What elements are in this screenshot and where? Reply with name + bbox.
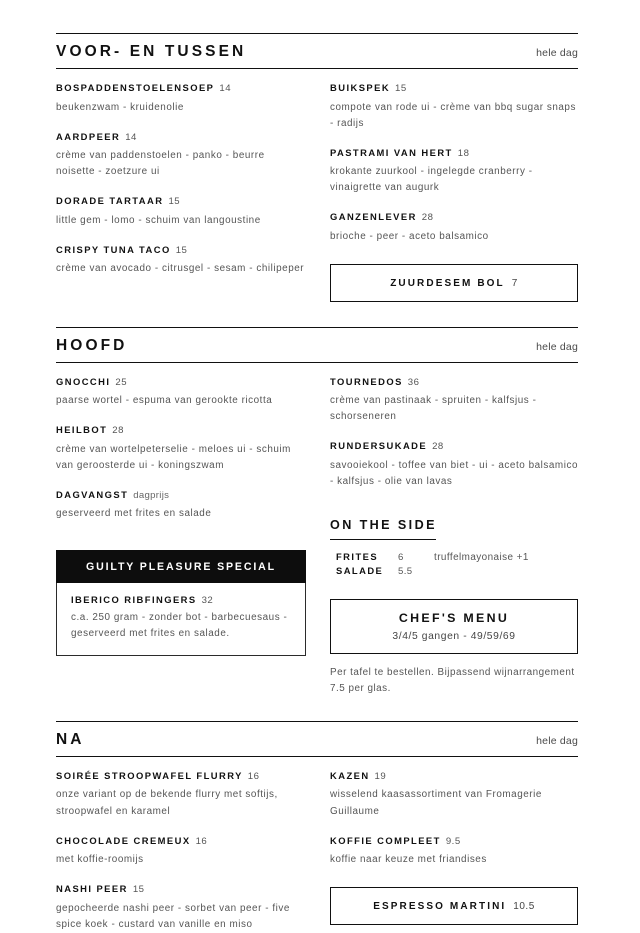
section-columns xyxy=(56,69,578,302)
side-item-extra: truffelmayonaise +1 xyxy=(434,551,529,563)
menu-item-price: 25 xyxy=(115,376,128,388)
menu-item-price: 15 xyxy=(168,196,181,208)
menu-item-price: 36 xyxy=(407,376,420,388)
section-spacer xyxy=(56,302,584,327)
menu-item-name: DAGVANGST xyxy=(56,488,129,500)
section-spacer xyxy=(56,697,584,721)
menu-item-price: 15 xyxy=(132,884,145,896)
side-item-price: 6 xyxy=(398,551,404,563)
side-item xyxy=(330,551,578,563)
menu-item-name-row xyxy=(56,131,306,144)
menu-item xyxy=(330,376,578,426)
menu-item-description: little gem - lomo - schuim van langoustine xyxy=(56,214,261,226)
guilty-pleasure-special xyxy=(56,550,306,656)
menu-item xyxy=(56,195,306,229)
menu-item-price: 28 xyxy=(421,212,434,224)
menu-item-name-row xyxy=(56,835,306,848)
espresso-martini-box[interactable] xyxy=(330,887,578,925)
espresso-martini-price: 10.5 xyxy=(513,901,535,913)
menu-item-name: AARDPEER xyxy=(56,130,121,142)
guilty-pleasure-header: GUILTY PLEASURE SPECIAL xyxy=(56,550,306,583)
side-item-name: FRITES xyxy=(336,550,379,562)
section-availability-note: hele dag xyxy=(536,47,578,59)
menu-item-description: wisselend kaasassortiment van Fromagerie Guillaume xyxy=(330,789,542,817)
column-left xyxy=(56,82,306,302)
zuurdesem-bol-box[interactable] xyxy=(330,264,578,302)
zuurdesem-bol-label: ZUURDESEM BOL xyxy=(390,277,505,289)
guilty-pleasure-item-name: IBERICO RIBFINGERS xyxy=(71,594,197,606)
section-hoofd xyxy=(56,327,578,697)
menu-item xyxy=(56,82,306,116)
column-left xyxy=(56,376,306,697)
menu-item-name-row xyxy=(330,440,578,453)
section-title: NA xyxy=(56,730,85,748)
menu-item-name: CRISPY TUNA TACO xyxy=(56,243,171,255)
menu-item-name-row xyxy=(330,82,578,95)
guilty-pleasure-item-description: c.a. 250 gram - zonder bot - barbecuesaus - geserveerd met frites en salade. xyxy=(71,612,288,640)
menu-item xyxy=(56,376,306,410)
section-voor-en-tussen xyxy=(56,33,578,302)
section-title: VOOR- EN TUSSEN xyxy=(56,43,247,60)
chef-menu-note: Per tafel te bestellen. Bijpassend wijnarrangement 7.5 per glas. xyxy=(330,666,575,694)
on-the-side-group xyxy=(330,516,578,577)
section-header xyxy=(56,327,578,363)
menu-item xyxy=(330,770,578,820)
menu-item-name-row xyxy=(330,211,578,224)
menu-item-name: NASHI PEER xyxy=(56,883,128,895)
menu-item-price: 15 xyxy=(175,244,188,256)
guilty-pleasure-item-price: 32 xyxy=(201,595,214,607)
column-right xyxy=(330,82,578,302)
menu-item-name-row xyxy=(56,883,306,896)
menu-item xyxy=(56,424,306,474)
menu-item-name-row xyxy=(330,376,578,389)
menu-item-name: GNOCCHI xyxy=(56,375,111,387)
menu-item-name: RUNDERSUKADE xyxy=(330,440,428,452)
top-spacer xyxy=(56,0,584,33)
menu-item xyxy=(56,770,306,820)
menu-item-name-row xyxy=(56,244,306,257)
on-the-side-underline xyxy=(330,539,436,540)
menu-item-description: koffie naar keuze met friandises xyxy=(330,854,487,866)
menu-item-description: compote van rode ui - crème van bbq sugar snaps - radijs xyxy=(330,101,576,129)
menu-item xyxy=(330,211,578,245)
menu-item-price: 18 xyxy=(457,147,470,159)
espresso-martini-box-wrapper xyxy=(330,887,578,925)
menu-item-price: 16 xyxy=(195,835,208,847)
menu-item-description: crème van pastinaak - spruiten - kalfsjus - schorseneren xyxy=(330,395,537,423)
side-item xyxy=(330,565,578,577)
menu-item xyxy=(330,82,578,132)
menu-item xyxy=(330,440,578,490)
menu-item xyxy=(56,244,306,278)
menu-item-price: 28 xyxy=(112,425,124,437)
on-the-side-title: ON THE SIDE xyxy=(330,517,437,532)
section-availability-note: hele dag xyxy=(536,340,578,353)
menu-item-description: savooiekool - toffee van biet - ui - aceto balsamico - kalfsjus - olie van lavas xyxy=(330,459,578,487)
section-columns xyxy=(56,757,578,933)
section-availability-note: hele dag xyxy=(536,734,578,747)
chef-menu-group xyxy=(330,599,578,697)
menu-item-name-row xyxy=(330,835,578,848)
menu-item-name-row xyxy=(56,82,306,95)
menu-item-description: krokante zuurkool - ingelegde cranberry - vinaigrette van augurk xyxy=(330,166,533,194)
menu-item-name: TOURNEDOS xyxy=(330,375,403,387)
menu-item-name-row xyxy=(330,770,578,783)
menu-item xyxy=(56,835,306,869)
menu-item-description: crème van wortelpeterselie - meloes ui - schuim van geroosterde ui - koningszwam xyxy=(56,443,291,471)
menu-item-name: PASTRAMI VAN HERT xyxy=(330,146,453,158)
zuurdesem-bol-box-wrapper xyxy=(330,264,578,302)
menu-item xyxy=(56,883,306,933)
menu-item xyxy=(56,131,306,181)
menu-item-description: brioche - peer - aceto balsamico xyxy=(330,230,489,242)
guilty-pleasure-item-name-row xyxy=(71,594,291,606)
menu-item-name: BUIKSPEK xyxy=(330,82,391,94)
menu-item-name: SOIRÉE STROOPWAFEL FLURRY xyxy=(56,770,243,781)
menu-item-name: BOSPADDENSTOELENSOEP xyxy=(56,82,215,94)
zuurdesem-bol-price: 7 xyxy=(511,277,518,289)
section-title: HOOFD xyxy=(56,336,128,354)
menu-item xyxy=(330,147,578,197)
menu-item-name: DORADE TARTAAR xyxy=(56,195,164,207)
menu-item-description: onze variant op de bekende flurry met softijs, stroopwafel en karamel xyxy=(56,789,278,817)
chef-menu-subtitle: 3/4/5 gangen - 49/59/69 xyxy=(392,630,516,642)
section-header xyxy=(56,33,578,69)
column-left xyxy=(56,770,306,933)
espresso-martini-label: ESPRESSO MARTINI xyxy=(373,901,507,913)
menu-item-name-row xyxy=(56,376,306,389)
menu-item-price: dagprijs xyxy=(133,489,170,501)
menu-item-price: 14 xyxy=(125,131,137,143)
section-header xyxy=(56,721,578,757)
menu-item-name: CHOCOLADE CREMEUX xyxy=(56,834,191,846)
menu-item-name-row xyxy=(56,770,306,783)
chef-menu-box[interactable] xyxy=(330,599,578,654)
menu-item-name: HEILBOT xyxy=(56,424,108,436)
menu-item-description: gepocheerde nashi peer - sorbet van peer - five spice koek - custard van vanille en miso xyxy=(56,902,290,930)
menu-item-description: geserveerd met frites en salade xyxy=(56,508,212,520)
menu-item-name-row xyxy=(330,147,578,160)
section-na xyxy=(56,721,578,933)
side-item-name: SALADE xyxy=(336,564,384,576)
menu-item xyxy=(330,835,578,869)
chef-menu-title: CHEF'S MENU xyxy=(398,610,510,625)
menu-item-price: 9.5 xyxy=(445,835,461,847)
menu-item-name: GANZENLEVER xyxy=(330,211,417,223)
menu-item-name: KAZEN xyxy=(330,770,370,781)
menu-item-description: paarse wortel - espuma van gerookte ricotta xyxy=(56,395,273,407)
menu-item-price: 16 xyxy=(247,771,260,782)
menu-item-price: 14 xyxy=(219,83,232,95)
menu-item xyxy=(56,489,306,523)
menu-item-description: met koffie-roomijs xyxy=(56,854,144,866)
menu-item-description: beukenzwam - kruidenolie xyxy=(56,101,184,113)
menu-item-description: crème van paddenstoelen - panko - beurre noisette - zoetzure ui xyxy=(56,150,265,178)
menu-item-name: KOFFIE COMPLEET xyxy=(330,834,441,846)
column-right xyxy=(330,376,578,697)
menu-item-name-row xyxy=(56,424,306,437)
section-columns xyxy=(56,363,578,697)
column-right xyxy=(330,770,578,933)
side-item-price: 5.5 xyxy=(398,565,413,577)
menu-item-price: 28 xyxy=(432,441,444,453)
menu-item-name-row xyxy=(56,489,306,502)
guilty-pleasure-body xyxy=(56,583,306,656)
menu-item-price: 15 xyxy=(395,83,407,95)
menu-item-price: 19 xyxy=(374,771,387,782)
menu-item-name-row xyxy=(56,195,306,208)
menu-item-description: crème van avocado - citrusgel - sesam - chilipeper xyxy=(56,263,305,275)
